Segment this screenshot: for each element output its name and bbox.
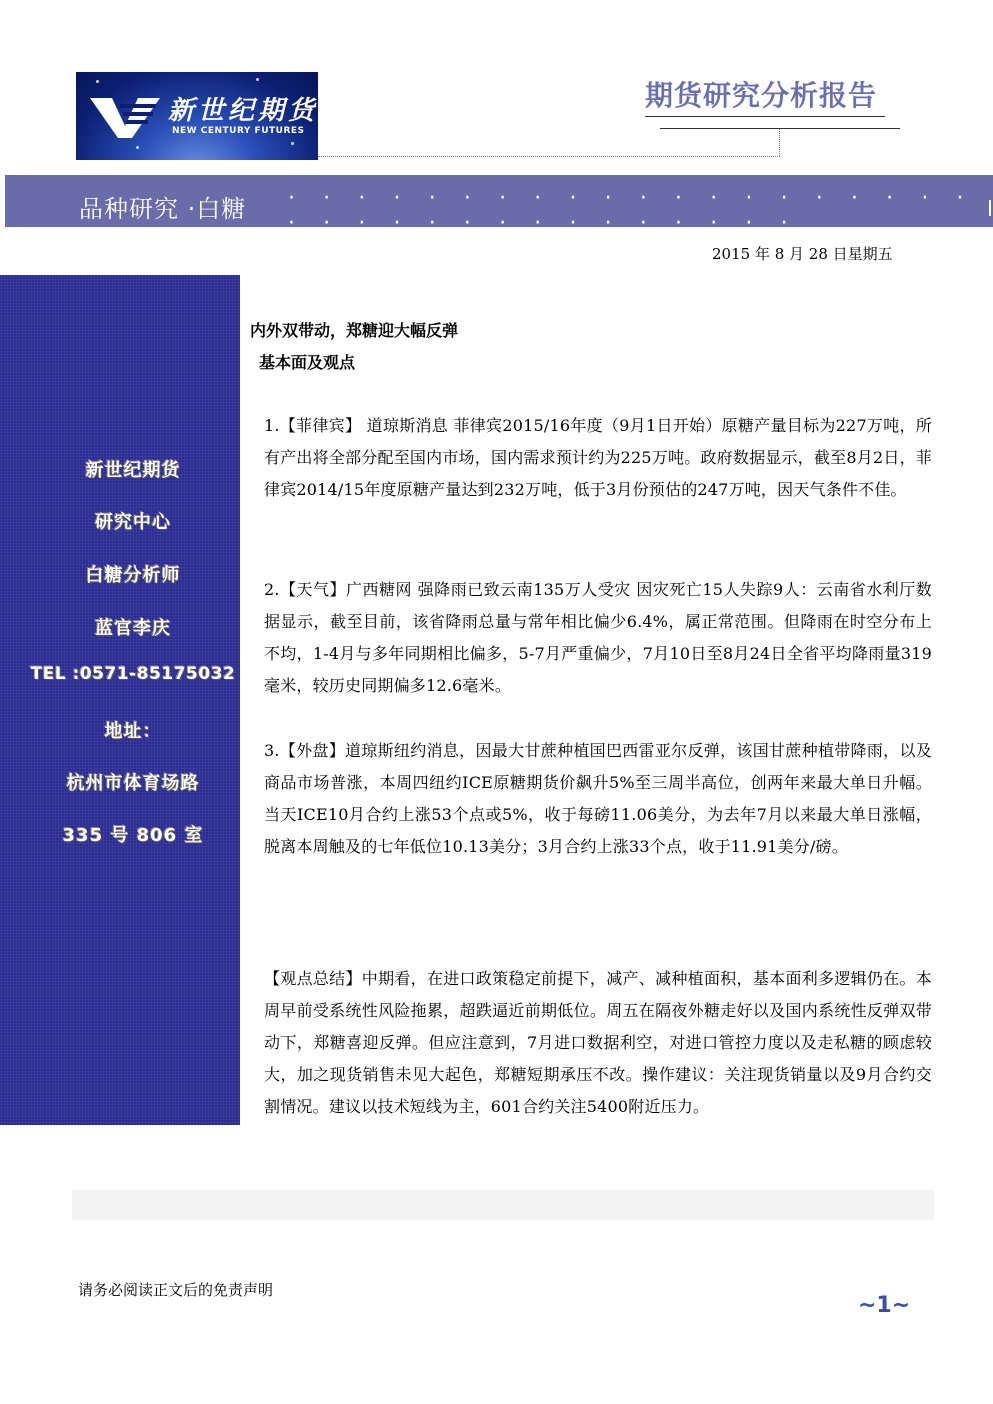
logo-english-name: NEW CENTURY FUTURES: [172, 126, 305, 136]
category-bar-end-mark: [989, 200, 991, 216]
footer-band: [72, 1190, 934, 1220]
logo-sparkle: [256, 78, 259, 81]
sidebar-role: 白糖分析师: [85, 565, 181, 586]
logo-sparkle: [136, 146, 139, 149]
logo-chinese-name: 新世纪期货: [168, 96, 318, 126]
logo-sparkle: [291, 142, 294, 145]
paragraph-summary: 【观点总结】中期看，在进口政策稳定前提下，减产、减种植面积，基本面利多逻辑仍在。本周早前受系统性风险拖累，超跌逼近前期低位。周五在隔夜外糖走好以及国内系统性反弹双带动下，郑糖喜迎反弹。但应注意到，7月进口数据利空，对进口管控力度以及走私糖的顾虑较大，加之现货销售未见大起色，郑糖短期承压不改。操作建议：关注现货销量以及9月合约交割情况。建议以技术短线为主，601合约关注5400附近压力。: [264, 969, 932, 1116]
article-subhead: 基本面及观点: [259, 353, 356, 372]
paragraph-weather: 2.【天气】广西糖网 强降雨已致云南135万人受灾 因灾死亡15人失踪9人：云南省水利厅数据显示，截至目前，该省降雨总量与常年相比偏少6.4%，属正常范围。但降雨在时空分布上不均，1-4月与多年同期相比偏多，5-7月严重偏少，7月10日至8月24日全省平均降雨量319毫米，较历史同期偏多12.6毫米。: [264, 580, 932, 695]
sidebar-phone: TEL :0571-85175032: [30, 664, 236, 684]
sidebar-address-label: 地址：: [104, 721, 162, 742]
logo-emblem-icon: [90, 96, 160, 140]
disclaimer-note: 请务必阅读正文后的免责声明: [78, 1281, 274, 1299]
sidebar-company: 新世纪期货: [85, 460, 181, 481]
sidebar-address-street: 杭州市体育场路: [66, 773, 200, 794]
report-title: 期货研究分析报告: [645, 79, 878, 112]
paragraph-philippines: 1.【菲律宾】 道琼斯消息 菲律宾2015/16年度（9月1日开始）原糖产量目标为227万吨，所有产出将全部分配至国内市场，国内需求预计约为225万吨。政府数据显示，截至8月2日，菲律宾2014/15年度原糖产量达到232万吨，低于3月份预估的247万吨，因天气条件不佳。: [264, 416, 932, 499]
page-number: ~1~: [858, 1293, 911, 1318]
sidebar-analyst-name: 蓝官李庆: [95, 618, 171, 639]
logo-sparkle: [96, 80, 99, 83]
analyst-sidebar: [0, 275, 240, 1125]
report-date: 2015 年 8 月 28 日星期五: [712, 245, 893, 263]
category-label: 品种研究 ·白糖: [79, 195, 247, 223]
sidebar-department: 研究中心: [95, 512, 171, 533]
sidebar-address-room: 335 号 806 室: [62, 825, 204, 846]
header-dotted-divider: [779, 128, 780, 156]
article-headline: 内外双带动，郑糖迎大幅反弹: [250, 321, 459, 340]
title-underline-secondary: [660, 128, 900, 129]
paragraph-overseas-market: 3.【外盘】道琼斯纽约消息，因最大甘蔗种植国巴西雷亚尔反弹，该国甘蔗种植带降雨，以及商品市场普涨，本周四纽约ICE原糖期货价飙升5%至三周半高位，创两年来最大单日升幅。当天ICE10月合约上涨53个点或5%，收于每磅11.06美分，为去年7月以来最大单日涨幅，脱离本周触及的七年低位10.13美分；3月合约上涨33个点，收于11.91美分/磅。: [264, 741, 932, 856]
company-logo: [76, 72, 318, 160]
header-dotted-rule: [318, 156, 780, 157]
title-underline: [645, 116, 885, 117]
category-dot-leader: · · · · · · · · · · · · · · · · · · · · · · · · · · · · · · · · · · ·: [288, 186, 975, 236]
